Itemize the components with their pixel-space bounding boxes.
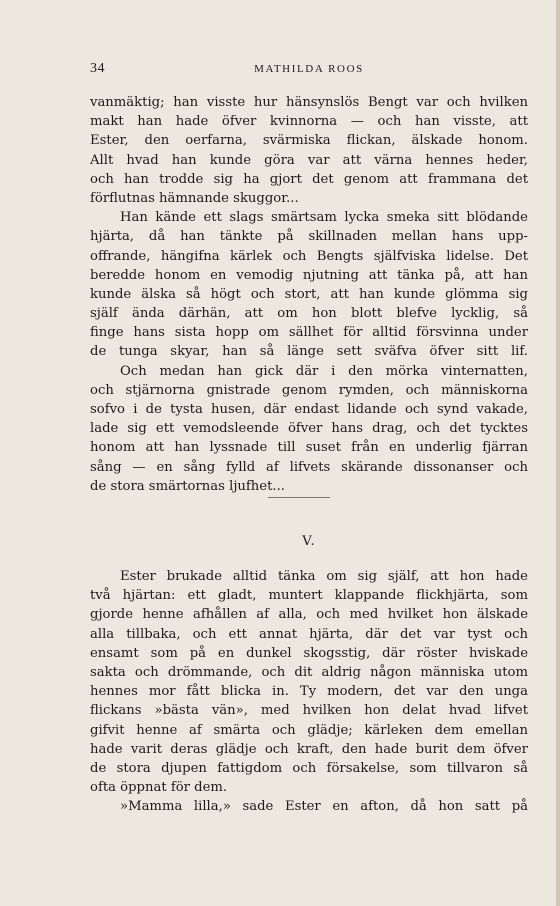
- running-head: MATHILDA ROOS: [254, 63, 364, 75]
- text-line: två hjärtan: ett gladt, muntert klappande flickhjärta, som: [90, 588, 528, 604]
- text-line: ensamt som på en dunkel skogsstig, där röster hviskade: [90, 645, 528, 661]
- text-line: och stjärnorna gnistrade genom rymden, och människorna: [90, 382, 528, 398]
- text-line: sofvo i de tysta husen, där endast lidande och synd vakade,: [90, 402, 528, 417]
- text-line: de tunga skyar, han så länge sett sväfva öfver sitt lif.: [90, 344, 528, 360]
- text-line: förflutnas hämnande skuggor...: [90, 190, 299, 206]
- text-line: de stora smärtornas ljufhet...: [90, 478, 285, 494]
- text-line: Allt hvad han kunde göra var att värna hennes heder,: [90, 152, 528, 168]
- text-line: gifvit henne af smärta och glädje; kärleken dem emellan: [90, 722, 528, 738]
- text-line: sång — en sång fylld af lifvets skärande dissonanser och: [90, 459, 528, 475]
- text-line: flickans »bästa vän», med hvilken hon delat hvad lifvet: [90, 703, 528, 719]
- text-line: »Mamma lilla,» sade Ester en afton, då hon satt på: [120, 799, 528, 815]
- text-line: Ester, den oerfarna, svärmiska flickan, älskade honom.: [90, 133, 528, 149]
- text-line: hade varit deras glädje och kraft, den hade burit dem öfver: [90, 741, 528, 757]
- text-line: sakta och drömmande, och dit aldrig någon människa utom: [90, 664, 528, 680]
- text-line: själf ända därhän, att om hon blott blefve lycklig, så: [90, 306, 528, 322]
- text-line: ofta öppnat för dem.: [90, 780, 228, 796]
- text-line: alla tillbaka, och ett annat hjärta, där det var tyst och: [90, 626, 528, 642]
- text-block-before-section: [90, 93, 528, 496]
- text-line: kunde älska så högt och stort, att han kunde glömma sig: [90, 286, 528, 302]
- text-line: hjärta, då han tänkte på skillnaden mellan hans upp-: [90, 229, 528, 245]
- section-divider: [268, 497, 330, 498]
- text-line: vanmäktig; han visste hur hänsynslös Bengt var och hvilken: [90, 95, 528, 110]
- text-line: beredde honom en vemodig njutning att tänka på, att han: [90, 267, 528, 283]
- page-number: 34: [90, 61, 105, 76]
- text-line: honom att han lyssnade till suset från en underlig fjärran: [90, 440, 528, 456]
- text-line: Och medan han gick där i den mörka vinternatten,: [120, 363, 528, 379]
- text-line: gjorde henne afhållen af alla, och med hvilket hon älskade: [90, 607, 528, 623]
- text-line: finge hans sista hopp om sällhet för alltid försvinna under: [90, 325, 528, 341]
- text-line: makt han hade öfver kvinnorna — och han visste, att: [90, 114, 528, 130]
- text-line: de stora djupen fattigdom och försakelse, som tillvaron så: [90, 760, 528, 776]
- section-heading: V.: [302, 534, 316, 549]
- text-line: Ester brukade alltid tänka om sig själf, att hon hade: [120, 569, 528, 584]
- page-header: [90, 61, 528, 79]
- text-line: hennes mor fått blicka in. Ty modern, det var den unga: [90, 684, 528, 700]
- text-line: offrande, hängifna kärlek och Bengts själfviska lidelse. Det: [90, 248, 528, 264]
- page-edge: [556, 0, 560, 906]
- text-block-after-section: [90, 567, 528, 816]
- text-line: lade sig ett vemodsleende öfver hans drag, och det tycktes: [90, 421, 528, 437]
- text-line: och han trodde sig ha gjort det genom att frammana det: [90, 171, 528, 187]
- text-line: Han kände ett slags smärtsam lycka smeka sitt blödande: [120, 210, 528, 226]
